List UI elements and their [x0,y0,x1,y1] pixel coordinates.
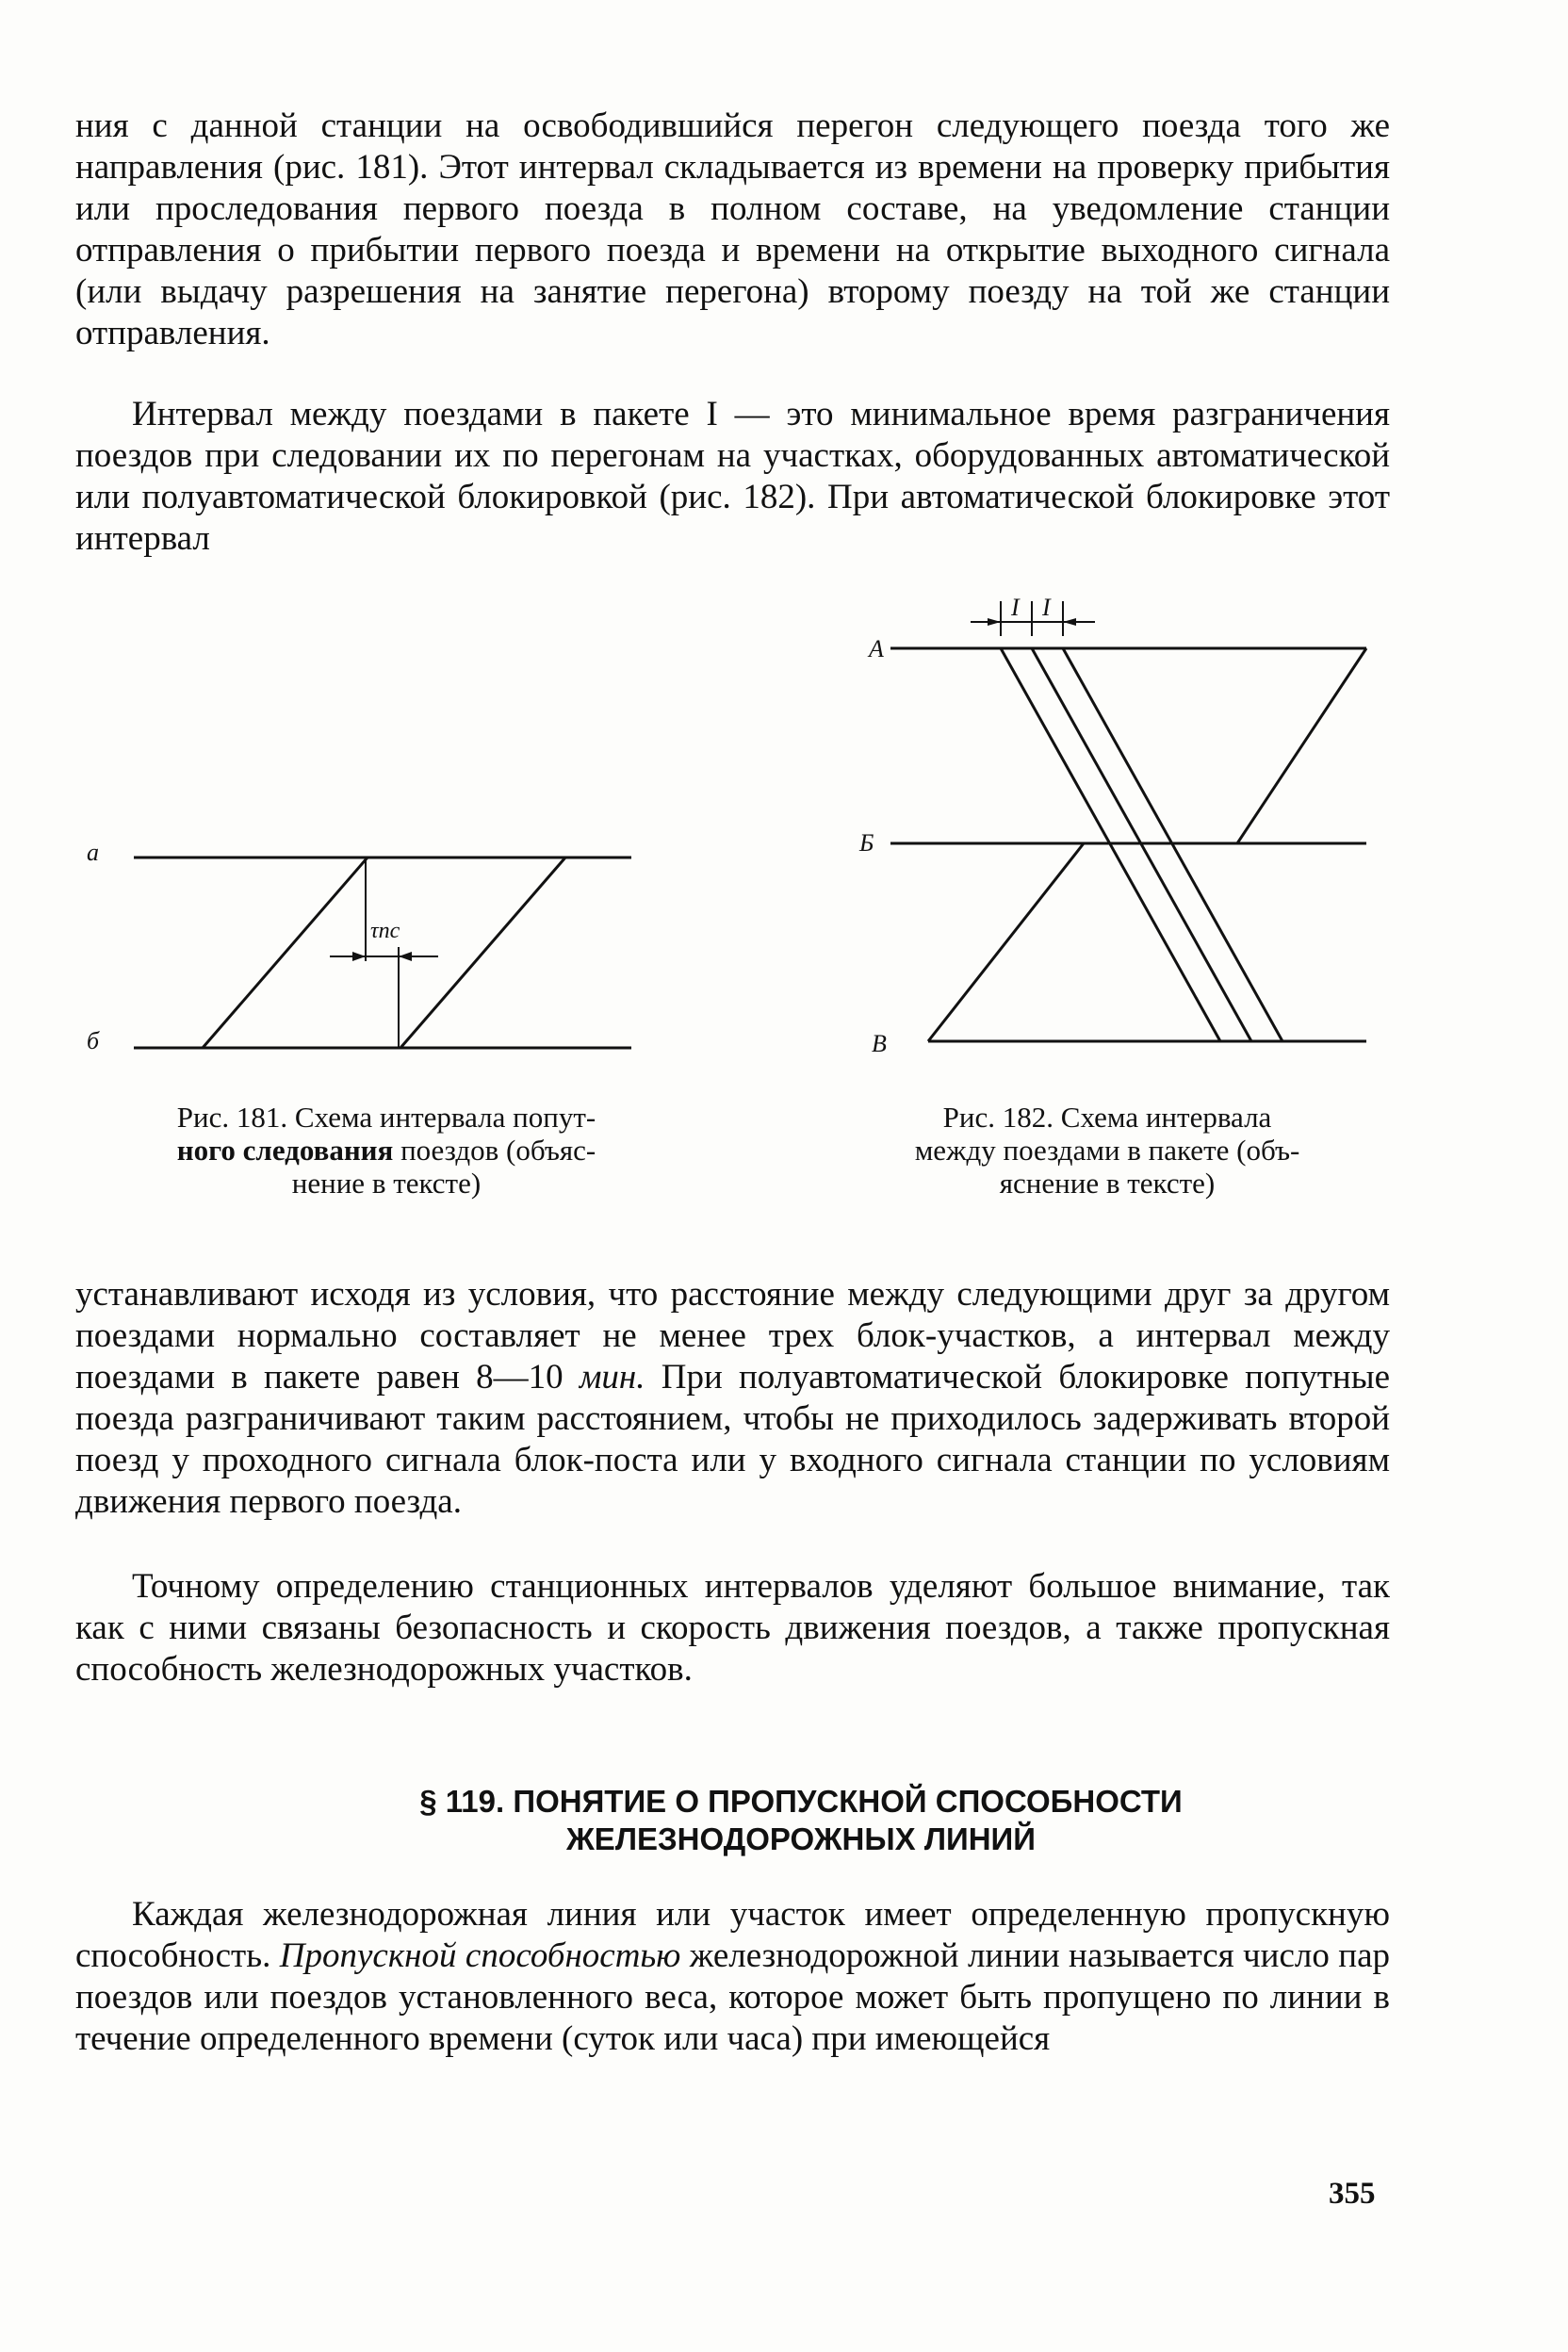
opposite-train-lower [928,843,1084,1041]
figure-182-label-V: В [872,1030,887,1057]
page-number: 355 [1329,2177,1376,2211]
paragraph-spacing-rule [75,1274,1390,1523]
figure-182-label-B: Б [859,829,874,857]
caption-line: между поездами в пакете (объ- [914,1134,1300,1167]
train-line-1 [203,858,368,1048]
paragraph-text: Точному определению станционных интервалов уделяют большое внимание, так как с ними связаны безопасность и скорость движения поездов, а также пропускная способность железнодорожных участков. [75,1567,1390,1689]
train-line-2 [400,858,565,1048]
caption-line [94,1134,678,1167]
section-heading-line: ЖЕЛЕЗНОДОРОЖНЫХ ЛИНИЙ [565,1821,1036,1856]
paragraph-text: При полуавтоматической блокировке попутные поезда разграничивают таким расстоянием, чтобы не приходилось задерживать второй поезд у проходного сигнала блок-поста или у входного сигнала станции по условиям движения первого поезда. [75,1358,1390,1521]
figure-181-label-a: а [87,839,99,866]
paragraph-text: ния с данной станции на освободившийся перегон следующего поезда того же направления (рис. 181). Этот интервал складывается из времени на проверку прибытия или проследования первого поезда в полном составе, на уведомление станции отправления о прибытии первого поезда и времени на открытие выходного сигнала (или выдачу разрешения на занятие перегона) второму поезду на той же станции отправления. [75,106,1390,352]
dim-arrow-left [988,618,1001,626]
figure-182-caption [829,1101,1385,1200]
paragraph-text: Интервал между поездами в пакете I — это минимальное время разграничения поездов при следовании их по перегонам на участках, оборудованных автоматической или полуавтоматической блокировкой (рис. 182). При автоматической блокировке этот интервал [75,395,1390,558]
section-heading [283,1783,1319,1858]
figure-182-diagram [876,584,1404,1055]
caption-line: Рис. 181. Схема интервала попут- [176,1101,596,1134]
paragraph-station-intervals [75,1566,1390,1690]
section-heading-line: § 119. ПОНЯТИЕ О ПРОПУСКНОЙ СПОСОБНОСТИ [419,1784,1183,1819]
paragraph-text: Каждая железнодорожная линия или участок имеет определенную пропускную способность. [75,1895,1390,1975]
paragraph-continuation [75,106,1390,354]
paragraph-text: железнодорожной линии называется число пар поездов или поездов установленного веса, которое может быть пропущено по линии в течение определенного времени (суток или часа) при имеющейся [75,1936,1390,2058]
emphasis-term: Пропускной способностью [279,1936,681,1975]
caption-bold: ного следования [176,1134,394,1167]
paragraph-text: устанавливают исходя из условия, что расстояние между следующими друг за другом поездами нормально составляет не менее трех блок-участков, а интервал между поездами в пакете равен 8—10 [75,1275,1390,1396]
figure-182-label-A: А [869,635,884,662]
figure-181-diagram [113,829,641,1074]
figure-181-label-b: б [87,1027,100,1054]
caption-line: яснение в тексте) [999,1167,1216,1200]
figure-181-interval-label: τпс [370,919,400,943]
opposite-train-upper [1237,648,1366,843]
caption-line: нение в тексте) [291,1167,482,1200]
caption-rest: поездов (объяс- [393,1134,596,1167]
figure-182-interval-label-1: I [1011,594,1020,621]
emphasis-text: мин. [579,1358,645,1396]
dim-arrow-right [1063,618,1076,626]
figure-182-interval-label-2: I [1042,594,1051,621]
arrow-head-right [352,952,366,961]
caption-line: Рис. 182. Схема интервала [942,1101,1272,1134]
paragraph-capacity-definition [75,1894,1390,2060]
arrow-head-left [399,952,412,961]
paragraph-packet-interval [75,394,1390,560]
figure-181-caption [94,1101,678,1200]
